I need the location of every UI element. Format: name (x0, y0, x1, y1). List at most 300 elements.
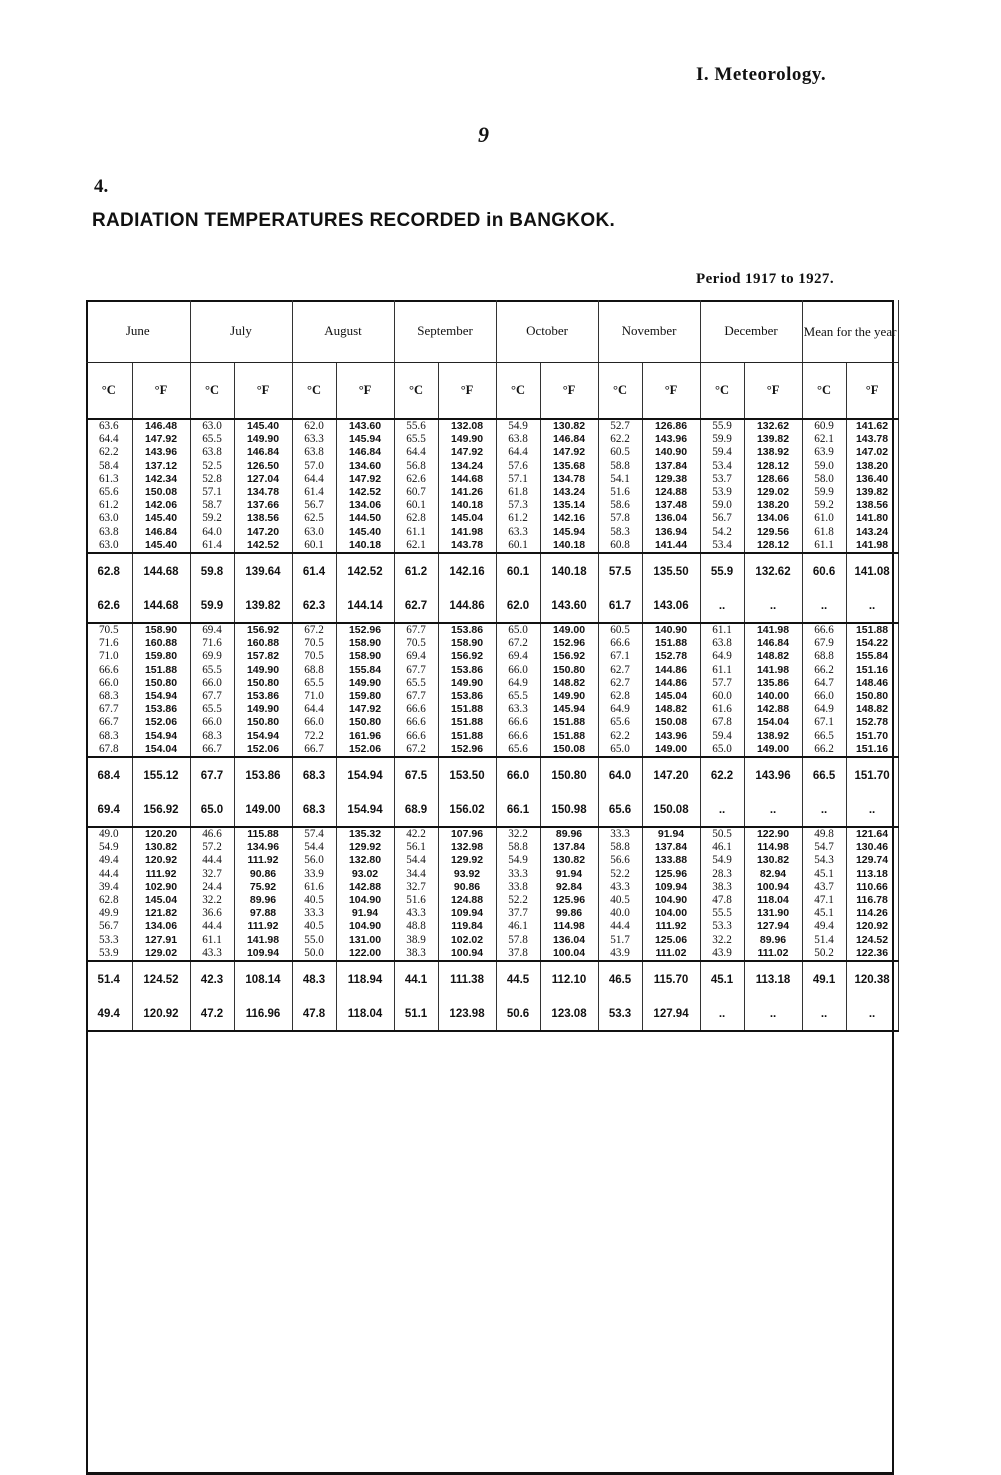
unit-fahrenheit: °F (234, 363, 292, 420)
reading-value: 134.78 (246, 486, 280, 499)
reading-value: 143.96 (654, 729, 688, 742)
reading-value: 133.88 (654, 854, 688, 867)
reading-value: 69.9 (202, 650, 222, 663)
reference-value: 53.3 (598, 998, 642, 1031)
reading-value: 57.7 (712, 676, 732, 689)
reading-value: 61.2 (98, 499, 119, 512)
reading-value: 138.20 (756, 499, 790, 512)
reading-value: 154.04 (144, 742, 178, 755)
reading-value: 66.6 (406, 716, 426, 729)
average-value: 48.3 (292, 961, 336, 998)
reference-value: .. (846, 998, 898, 1031)
reading-value: 33.3 (304, 907, 324, 920)
reading-value: 140.90 (654, 624, 688, 637)
reading-value: 32.7 (202, 867, 222, 880)
reading-value: 53.7 (712, 472, 732, 485)
reading-value: 50.5 (712, 828, 732, 841)
reading-value: 61.1 (712, 624, 732, 637)
reading-value: 65.6 (508, 742, 528, 755)
reference-value: 50.6 (496, 998, 540, 1031)
reading-value: 55.0 (304, 933, 324, 946)
reading-value: 147.92 (348, 472, 382, 485)
reading-value: 89.96 (759, 933, 787, 946)
fahrenheit-column-values (642, 827, 700, 961)
reading-value: 71.0 (304, 690, 324, 703)
reading-value: 142.16 (552, 512, 586, 525)
reading-value: 155.84 (855, 650, 889, 663)
reading-value: 32.2 (202, 894, 222, 907)
celsius-column-values (394, 827, 438, 961)
reading-value: 120.92 (144, 854, 178, 867)
reading-value: 129.74 (855, 854, 889, 867)
reading-value: 140.18 (552, 538, 586, 551)
period-label: Period 1917 to 1927. (696, 271, 834, 287)
reading-value: 65.0 (610, 742, 630, 755)
unit-celsius: °C (496, 363, 540, 420)
fahrenheit-column-values (744, 419, 802, 553)
reading-value: 136.04 (654, 512, 688, 525)
reading-value: 109.94 (246, 946, 280, 959)
fahrenheit-column-values (540, 623, 598, 757)
reading-value: 69.4 (508, 650, 528, 663)
celsius-column-values (190, 419, 234, 553)
reading-value: 45.1 (814, 907, 834, 920)
reading-value: 137.84 (654, 841, 688, 854)
celsius-column-values (598, 419, 642, 553)
reading-value: 156.92 (552, 650, 586, 663)
reading-value: 61.1 (406, 525, 426, 538)
reading-value: 63.8 (712, 637, 732, 650)
reference-value: .. (744, 590, 802, 623)
reading-value: 149.90 (450, 676, 484, 689)
reading-value: 37.7 (508, 907, 528, 920)
average-value: 57.5 (598, 553, 642, 590)
reading-value: 158.90 (144, 624, 178, 637)
reading-value: 32.7 (406, 880, 426, 893)
reading-value: 63.0 (98, 538, 119, 551)
reading-value: 64.7 (814, 676, 834, 689)
reading-value: 154.94 (246, 729, 280, 742)
reading-value: 134.06 (144, 920, 178, 933)
reading-value: 152.06 (246, 742, 280, 755)
reading-value: 145.40 (144, 538, 178, 551)
reading-value: 132.98 (450, 841, 484, 854)
reading-value: 143.78 (450, 538, 484, 551)
reading-value: 58.8 (610, 459, 630, 472)
reference-value: .. (744, 794, 802, 827)
reading-value: 38.9 (406, 933, 426, 946)
reading-value: 160.88 (246, 637, 280, 650)
reading-value: 146.48 (144, 420, 178, 432)
reading-value: 137.84 (654, 459, 688, 472)
reading-value: 138.92 (756, 729, 790, 742)
reading-value: 122.00 (348, 946, 382, 959)
average-value: 68.3 (292, 757, 336, 794)
reading-value: 104.90 (348, 920, 382, 933)
reading-value: 141.98 (246, 933, 280, 946)
reading-value: 59.9 (712, 433, 732, 446)
reading-value: 57.1 (202, 486, 222, 499)
reference-value: 156.02 (438, 794, 496, 827)
reading-value: 58.3 (610, 525, 630, 538)
reading-value: 141.98 (756, 624, 790, 637)
reading-value: 57.1 (508, 472, 528, 485)
month-october: October (496, 300, 598, 363)
reading-value: 61.1 (202, 933, 222, 946)
celsius-column-values (86, 623, 132, 757)
unit-celsius: °C (700, 363, 744, 420)
reading-value: 149.00 (654, 742, 688, 755)
average-value: 120.38 (846, 961, 898, 998)
reading-value: 43.9 (610, 946, 630, 959)
average-value: 44.5 (496, 961, 540, 998)
reading-value: 145.40 (348, 525, 382, 538)
reference-value: 144.14 (336, 590, 394, 623)
reading-value: 62.2 (98, 446, 119, 459)
average-value: 142.52 (336, 553, 394, 590)
reading-value: 150.08 (144, 486, 178, 499)
reading-value: 46.1 (712, 841, 732, 854)
reference-value: .. (700, 590, 744, 623)
reading-value: 59.4 (712, 446, 732, 459)
fahrenheit-column-values (132, 623, 190, 757)
reading-value: 65.5 (202, 663, 222, 676)
reading-value: 151.88 (450, 716, 484, 729)
reference-value: .. (802, 794, 846, 827)
reading-value: 129.92 (348, 841, 382, 854)
reading-value: 56.7 (98, 920, 119, 933)
reading-value: 66.2 (814, 663, 834, 676)
reading-value: 151.88 (144, 663, 178, 676)
reading-value: 53.3 (712, 920, 732, 933)
chapter-header: I. Meteorology. (696, 64, 827, 85)
reference-value: 61.7 (598, 590, 642, 623)
reading-value: 70.5 (304, 637, 324, 650)
reading-value: 145.04 (654, 690, 688, 703)
reading-value: 59.2 (814, 499, 834, 512)
reading-value: 70.5 (304, 650, 324, 663)
reading-value: 158.90 (450, 637, 484, 650)
reading-value: 52.7 (610, 420, 630, 432)
reading-value: 113.18 (856, 867, 888, 880)
average-value: 55.9 (700, 553, 744, 590)
reference-value: 62.0 (496, 590, 540, 623)
reading-value: 111.02 (757, 946, 789, 959)
reading-value: 60.9 (814, 420, 834, 432)
reading-value: 148.82 (552, 676, 586, 689)
reading-value: 32.2 (508, 828, 528, 841)
reference-value: 47.8 (292, 998, 336, 1031)
reading-value: 61.0 (814, 512, 834, 525)
reading-value: 67.2 (304, 624, 324, 637)
reading-value: 67.1 (610, 650, 630, 663)
reading-value: 63.3 (304, 433, 324, 446)
reading-value: 61.2 (508, 512, 528, 525)
reading-value: 149.90 (552, 690, 586, 703)
reading-value: 63.3 (508, 703, 528, 716)
reading-value: 59.4 (712, 729, 732, 742)
reading-value: 40.5 (304, 920, 324, 933)
average-row (86, 757, 898, 794)
reading-value: 147.92 (450, 446, 484, 459)
reading-value: 54.9 (98, 841, 119, 854)
reading-value: 152.06 (144, 716, 178, 729)
reading-value: 68.8 (304, 663, 324, 676)
reading-value: 145.94 (552, 703, 586, 716)
reference-value: 150.08 (642, 794, 700, 827)
reading-value: 151.88 (552, 716, 586, 729)
reading-value: 63.3 (508, 525, 528, 538)
unit-fahrenheit: °F (846, 363, 898, 420)
celsius-column-values (700, 419, 744, 553)
reading-value: 38.3 (406, 946, 426, 959)
reading-value: 40.5 (304, 894, 324, 907)
reference-value: 120.92 (132, 998, 190, 1031)
reading-value: 152.06 (348, 742, 382, 755)
reading-value: 49.4 (814, 920, 834, 933)
reading-value: 69.4 (406, 650, 426, 663)
reading-value: 107.96 (450, 828, 484, 841)
reading-value: 158.90 (348, 650, 382, 663)
average-value: 142.16 (438, 553, 496, 590)
reading-value: 132.62 (756, 420, 790, 432)
reading-value: 148.82 (855, 703, 889, 716)
reference-value: 123.08 (540, 998, 598, 1031)
reading-value: 150.08 (654, 716, 688, 729)
reading-value: 68.8 (814, 650, 834, 663)
reading-value: 66.6 (406, 729, 426, 742)
average-value: 151.70 (846, 757, 898, 794)
fahrenheit-column-values (846, 623, 898, 757)
reference-row (86, 590, 898, 623)
unit-fahrenheit: °F (132, 363, 190, 420)
reading-value: 134.06 (756, 512, 790, 525)
reading-value: 140.00 (756, 690, 790, 703)
reading-value: 57.3 (508, 499, 528, 512)
reading-value: 145.40 (246, 420, 280, 432)
reading-value: 63.8 (508, 433, 528, 446)
fahrenheit-column-values (234, 419, 292, 553)
unit-fahrenheit: °F (540, 363, 598, 420)
reading-value: 149.90 (450, 433, 484, 446)
month-november: November (598, 300, 700, 363)
reading-value: 148.46 (855, 676, 889, 689)
reading-value: 64.4 (304, 472, 324, 485)
reading-value: 68.3 (202, 729, 222, 742)
reading-value: 62.5 (304, 512, 324, 525)
reading-value: 48.8 (406, 920, 426, 933)
reading-value: 134.96 (246, 841, 280, 854)
reading-value: 65.5 (304, 676, 324, 689)
reference-value: .. (744, 998, 802, 1031)
reading-value: 125.06 (654, 933, 688, 946)
reading-value: 63.0 (98, 512, 119, 525)
reference-value: 116.96 (234, 998, 292, 1031)
reading-value: 53.4 (712, 459, 732, 472)
reading-value: 54.1 (610, 472, 630, 485)
reading-value: 93.92 (453, 867, 481, 880)
unit-fahrenheit: °F (642, 363, 700, 420)
reading-value: 134.06 (348, 499, 382, 512)
unit-celsius: °C (802, 363, 846, 420)
table-title: RADIATION TEMPERATURES RECORDED in BANGKOK. (92, 210, 616, 231)
average-value: 66.0 (496, 757, 540, 794)
reading-value: 56.6 (610, 854, 630, 867)
reading-value: 152.78 (654, 650, 688, 663)
reading-value: 71.6 (202, 637, 222, 650)
reading-value: 55.5 (712, 907, 732, 920)
reading-value: 46.6 (202, 828, 222, 841)
reading-value: 141.62 (855, 420, 889, 432)
reading-value: 66.6 (508, 729, 528, 742)
reading-value: 119.84 (451, 920, 483, 933)
reading-value: 58.8 (610, 841, 630, 854)
reading-value: 141.98 (855, 538, 889, 551)
reading-value: 127.04 (246, 472, 280, 485)
reference-value: 123.98 (438, 998, 496, 1031)
reading-value: 54.9 (508, 854, 528, 867)
celsius-column-values (394, 623, 438, 757)
reading-value: 55.6 (406, 420, 426, 432)
reading-value: 62.1 (406, 538, 426, 551)
month-july: July (190, 300, 292, 363)
reading-value: 151.16 (855, 663, 889, 676)
reading-value: 146.84 (246, 446, 280, 459)
reading-value: 62.1 (814, 433, 834, 446)
reading-value: 67.2 (406, 742, 426, 755)
unit-celsius: °C (292, 363, 336, 420)
reading-value: 152.96 (450, 742, 484, 755)
reading-value: 59.0 (814, 459, 834, 472)
celsius-column-values (802, 827, 846, 961)
reading-value: 114.98 (757, 841, 789, 854)
reading-value: 104.00 (654, 907, 688, 920)
reading-value: 44.4 (610, 920, 630, 933)
reference-value: 62.6 (86, 590, 132, 623)
reading-value: 75.92 (249, 880, 277, 893)
reference-value: 68.9 (394, 794, 438, 827)
reading-value: 59.2 (202, 512, 222, 525)
reading-value: 128.66 (756, 472, 790, 485)
average-value: 67.7 (190, 757, 234, 794)
reading-value: 111.92 (655, 920, 687, 933)
celsius-column-values (598, 827, 642, 961)
reading-value: 63.6 (98, 420, 119, 432)
reading-value: 132.80 (348, 854, 382, 867)
reading-value: 61.4 (202, 538, 222, 551)
reading-value: 61.8 (814, 525, 834, 538)
reading-value: 33.3 (610, 828, 630, 841)
reading-value: 141.44 (654, 538, 688, 551)
reading-value: 136.04 (552, 933, 586, 946)
reading-value: 47.1 (814, 894, 834, 907)
reading-value: 146.84 (756, 637, 790, 650)
unit-header-row (86, 363, 898, 420)
reference-value: 65.0 (190, 794, 234, 827)
reading-value: 60.1 (304, 538, 324, 551)
reading-value: 91.94 (555, 867, 583, 880)
reading-value: 125.96 (552, 894, 586, 907)
average-value: 150.80 (540, 757, 598, 794)
reading-value: 70.5 (406, 637, 426, 650)
reading-value: 134.24 (450, 459, 484, 472)
reading-value: 140.18 (450, 499, 484, 512)
reading-value: 61.6 (712, 703, 732, 716)
reading-value: 62.7 (610, 676, 630, 689)
reading-value: 50.0 (304, 946, 324, 959)
average-value: 61.2 (394, 553, 438, 590)
reading-value: 102.90 (144, 880, 178, 893)
average-value: 155.12 (132, 757, 190, 794)
reference-value: 68.3 (292, 794, 336, 827)
reading-value: 130.82 (144, 841, 178, 854)
reading-value: 153.86 (450, 624, 484, 637)
reading-value: 62.6 (406, 472, 426, 485)
reading-value: 128.12 (756, 459, 790, 472)
celsius-column-values (190, 827, 234, 961)
reading-value: 90.86 (249, 867, 277, 880)
reading-value: 137.66 (246, 499, 280, 512)
reading-value: 142.88 (348, 880, 382, 893)
reading-value: 142.52 (246, 538, 280, 551)
reading-value: 135.14 (552, 499, 586, 512)
reading-value: 97.88 (249, 907, 277, 920)
reading-value: 124.52 (855, 933, 889, 946)
average-value: 42.3 (190, 961, 234, 998)
month-june: June (86, 300, 190, 363)
reading-value: 49.8 (814, 828, 834, 841)
reading-value: 64.9 (712, 650, 732, 663)
reading-value: 153.86 (450, 663, 484, 676)
unit-celsius: °C (394, 363, 438, 420)
reading-value: 138.56 (855, 499, 889, 512)
average-value: 44.1 (394, 961, 438, 998)
reading-value: 52.5 (202, 459, 222, 472)
reading-value: 37.8 (508, 946, 528, 959)
reading-value: 131.90 (756, 907, 790, 920)
reading-value: 159.80 (144, 650, 178, 663)
reading-value: 131.00 (348, 933, 382, 946)
reference-value: 154.94 (336, 794, 394, 827)
reading-value: 120.92 (855, 920, 889, 933)
reading-value: 99.86 (555, 907, 583, 920)
reading-value: 71.0 (98, 650, 119, 663)
reading-value: 61.6 (304, 880, 324, 893)
reading-value: 149.00 (552, 624, 586, 637)
reading-value: 92.84 (555, 880, 583, 893)
reading-value: 67.8 (712, 716, 732, 729)
celsius-column-values (700, 827, 744, 961)
reading-value: 111.92 (145, 867, 177, 880)
reading-value: 72.2 (304, 729, 324, 742)
reference-value: 143.60 (540, 590, 598, 623)
reading-value: 122.90 (756, 828, 790, 841)
reading-value: 43.3 (610, 880, 630, 893)
reading-value: 129.02 (756, 486, 790, 499)
celsius-column-values (292, 419, 336, 553)
reading-value: 145.94 (552, 525, 586, 538)
celsius-column-values (86, 827, 132, 961)
reading-value: 60.1 (508, 538, 528, 551)
reading-value: 151.88 (654, 637, 688, 650)
reading-value: 63.8 (98, 525, 119, 538)
reading-value: 58.6 (610, 499, 630, 512)
reading-value: 67.7 (406, 663, 426, 676)
reading-value: 53.3 (98, 933, 119, 946)
reading-value: 60.5 (610, 446, 630, 459)
reading-value: 129.38 (654, 472, 688, 485)
unit-celsius: °C (190, 363, 234, 420)
